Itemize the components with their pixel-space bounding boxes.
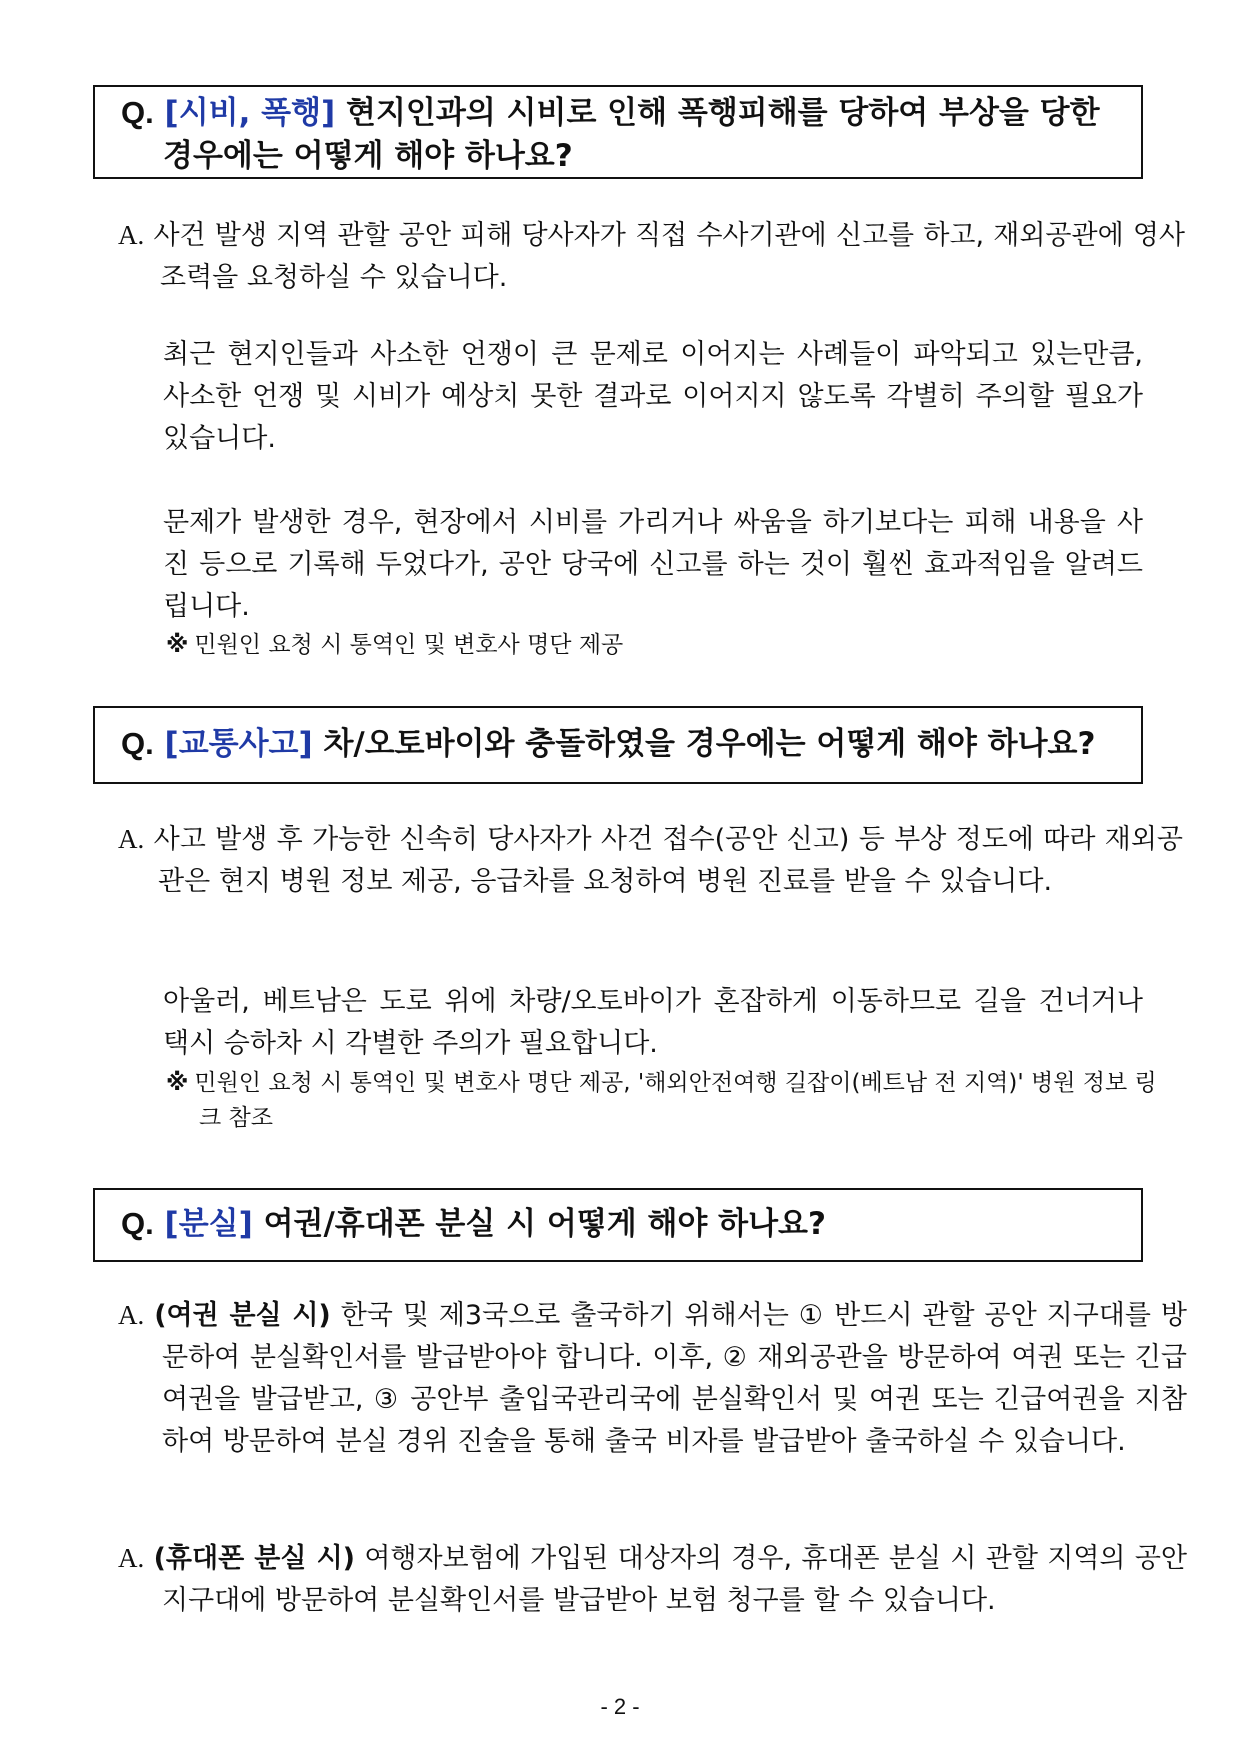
question-tag: [분실] [164,1206,253,1242]
answer-lost-passport [118,1294,1187,1463]
question-tag: [시비, 폭행] [164,95,336,131]
note-mark-icon: ※ [166,632,189,658]
note-traffic [166,1066,1176,1136]
answer-text: 사고 발생 후 가능한 신속히 당사자가 사건 접수(공안 신고) 등 부상 정도에 따라 재외공관은 현지 병원 정보 제공, 응급차를 요청하여 병원 진료를 받을 수 있습니다. [153,824,1183,897]
answer-lead: (휴대폰 분실 시) [153,1543,355,1574]
question-label: Q. [121,726,154,761]
question-title [121,722,1133,766]
answer-lost-phone [118,1537,1187,1622]
answer-text: 한국 및 제3국으로 출국하기 위해서는 ① 반드시 관할 공안 지구대를 방문하여 분실확인서를 발급받아야 합니다. 이후, ② 재외공관을 방문하여 여권 또는 긴급여권을 발급받고, ③ 공안부 출입국관리국에 분실확인서 및 여권 또는 긴급여권을 지참하여 방문하여 분실 경위 진술을 통해 출국 비자를 발급받아 출국하실 수 있습니다. [162,1300,1187,1457]
answer-lead: (여권 분실 시) [154,1300,331,1331]
answer-traffic [118,818,1183,903]
answer-label: A. [118,220,145,250]
note-mark-icon: ※ [166,1070,189,1096]
answer-label: A. [118,824,145,854]
answer-assault [118,214,1185,299]
answer-text: 사건 발생 지역 관할 공안 피해 당사자가 직접 수사기관에 신고를 하고, 재외공관에 영사조력을 요청하실 수 있습니다. [153,220,1185,293]
answer-text: 여행자보험에 가입된 대상자의 경우, 휴대폰 분실 시 관할 지역의 공안 지구대에 방문하여 분실확인서를 발급받아 보험 청구를 할 수 있습니다. [162,1543,1187,1616]
question-box-traffic [93,706,1143,784]
question-label: Q. [121,1206,154,1241]
paragraph-assault-caution: 최근 현지인들과 사소한 언쟁이 큰 문제로 이어지는 사례들이 파악되고 있는만큼, 사소한 언쟁 및 시비가 예상치 못한 결과로 이어지지 않도록 각별히 주의할 필요가 있습니다. [163,339,1143,454]
question-text: 현지인과의 시비로 인해 폭행피해를 당하여 부상을 당한 경우에는 어떻게 해야 하나요? [163,95,1100,174]
paragraph-traffic-caution: 아울러, 베트남은 도로 위에 차량/오토바이가 혼잡하게 이동하므로 길을 건너거나 택시 승하차 시 각별한 주의가 필요합니다. [163,986,1143,1059]
page-number: - 2 - [600,1694,640,1719]
question-tag: [교통사고] [164,726,313,762]
question-text: 여권/휴대폰 분실 시 어떻게 해야 하나요? [263,1206,826,1242]
answer-label: A. [118,1543,145,1573]
question-title [121,91,1133,178]
question-box-lost [93,1188,1143,1262]
note-text: 민원인 요청 시 통역인 및 변호사 명단 제공 [194,632,624,658]
question-label: Q. [121,95,154,130]
answer-label: A. [118,1300,145,1330]
note-assault [166,628,1143,663]
question-title [121,1202,1133,1246]
note-text: 민원인 요청 시 통역인 및 변호사 명단 제공, '해외안전여행 길잡이(베트남 전 지역)' 병원 정보 링크 참조 [194,1070,1157,1131]
question-box-assault [93,85,1143,179]
paragraph-assault-advice: 문제가 발생한 경우, 현장에서 시비를 가리거나 싸움을 하기보다는 피해 내용을 사진 등으로 기록해 두었다가, 공안 당국에 신고를 하는 것이 훨씬 효과적임을 알려드립니다. [163,507,1143,622]
question-text: 차/오토바이와 충돌하였을 경우에는 어떻게 해야 하나요? [323,726,1096,762]
